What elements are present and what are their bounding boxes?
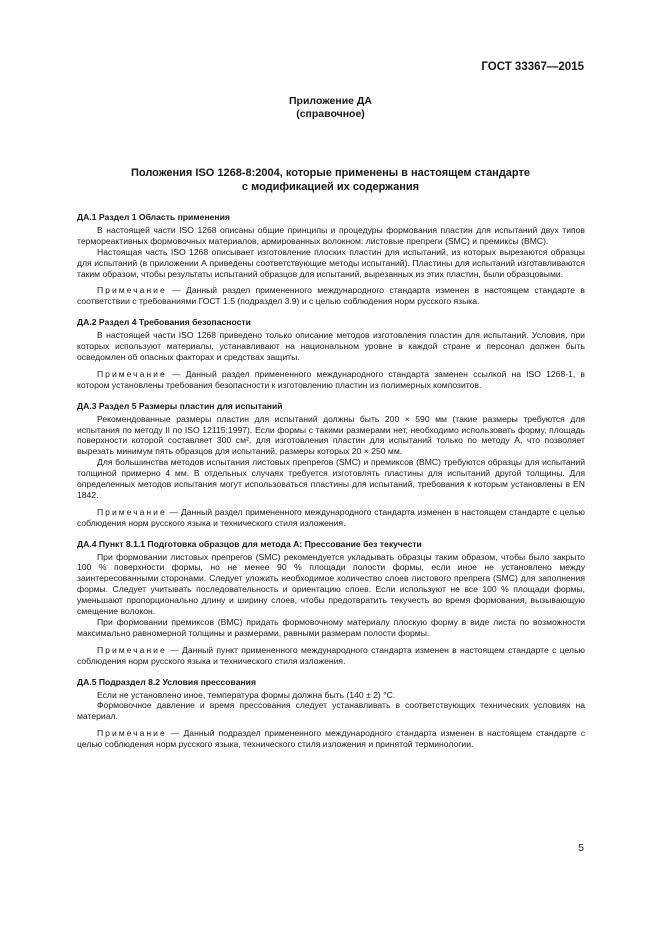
section-heading: ДА.1 Раздел 1 Область применения: [77, 212, 230, 222]
note-text: — Данный раздел примененного международного стандарта изменен в настоящем стандарте с целью соблюдения норм русского языка и технического стиля изложения.: [77, 506, 585, 528]
paragraph: Формовочное давление и время прессования следует устанавливать в соответствующих технических условиях на материал.: [77, 700, 585, 722]
note: [77, 369, 585, 391]
section-heading: ДА.5 Подраздел 8.2 Условия прессования: [77, 676, 256, 687]
paragraph: В настоящей части ISO 1268 приведено только описание методов изготовления пластин для испытаний. Условия, при которых используют материалы, устанавливают на национальном уровне в каждой стране и персонал должен быть осведомлен об опасных факторах и средствах защиты.: [77, 330, 585, 362]
note: [77, 285, 585, 307]
title-line-2: с модификацией их содержания: [241, 181, 420, 193]
note: [77, 507, 585, 529]
paragraph: Настоящая часть ISO 1268 описывает изготовление плоских пластин для испытаний, из которых вырезаются образцы для испытаний (в приложении А приведены соответствующие методы испытаний). Пластины для испытаний изготавливаются таким образом, чтобы результаты испытаний образцов для испытаний, вырезанных из этих пластин, были образцовыми.: [77, 246, 585, 279]
document-body: [77, 212, 585, 760]
standard-header: ГОСТ 33367—2015: [481, 61, 584, 73]
paragraph: При формовании листовых препрегов (SMC) рекомендуется укладывать образцы таким образом, чтобы было закрыто 100 % поверхности формы, но не менее 90 % площади полости формы, если иное не установлено между заинтересованными сторонами. Следует уложить необходимое количество слоев листового препрега (SMC) для заполнения формы. Следует учитывать последовательность и ориентацию слоев. Если используют не все 100 % площади формы, уменьшают пропорционально длину и ширину слоев, чтобы предотвратить текучесть во время формования, вызывающую смещение волокон.: [77, 551, 585, 617]
appendix-type: (справочное): [296, 108, 365, 120]
note: [77, 645, 585, 667]
note-label: Примечание: [97, 506, 167, 517]
document-title: [0, 166, 661, 194]
appendix-label: Приложение ДА: [289, 95, 372, 107]
note-label: Примечание: [97, 728, 167, 739]
note-text: — Данный раздел примененного международного стандарта заменен ссылкой на ISO 1268-1, в котором установлены требования безопасности к изготовлению пластин из полимерных композитов.: [77, 368, 585, 390]
section-heading: ДА.2 Раздел 4 Требования безопасности: [77, 317, 251, 328]
note-text: — Данный подраздел примененного международного стандарта изменен в настоящем стандарте с целью соблюдения норм русского языка, технического стиля изложения и принятой терминологии.: [77, 728, 585, 750]
paragraph: В настоящей части ISO 1268 описаны общие принципы и процедуры формования пластин для испытаний двух типов термореактивных формовочных материалов, армированных волокном: листовые препреги (SMC) и премиксы (BMC).: [77, 224, 585, 246]
page-number: 5: [578, 842, 584, 854]
paragraph: Для большинства методов испытания листовых препрегов (SMC) и премиксов (BMC) требуются образцы для испытаний толщиной примерно 4 мм. В отдельных случаях требуется изготовлять пластины для испытаний другой толщины. Для определенных методов испытания могут использоваться пластины для испытаний, требования к которым установлены в EN 1842.: [77, 457, 585, 500]
paragraph: Рекомендованные размеры пластин для испытаний должны быть 200 × 590 мм (такие размеры требуются для испытания по методу II по ISO 12115:1997). Если формы с такими размерами нет, необходимо использовать форму, площадь поверхности которой составляет 300 см², для изготовления пластин для испытаний только по методу А, что позволяет вырезать минимум пять образцов для испытаний, размеры которых 20 × 250 мм.: [77, 413, 585, 457]
section-da1: [77, 212, 585, 307]
note-text: — Данный раздел примененного международного стандарта изменен в настоящем стандарте в соответствии с требованиями ГОСТ 1.5 (подраздел 3.9) и с целью соблюдения норм русского языка.: [77, 285, 585, 307]
note-label: Примечание: [97, 644, 167, 655]
note: [77, 728, 585, 750]
section-heading: ДА.4 Пункт 8.1.1 Подготовка образцов для метода А: Прессование без текучести: [77, 538, 422, 549]
note-label: Примечание: [97, 368, 167, 379]
title-line-1: Положения ISO 1268-8:2004, которые применены в настоящем стандарте: [130, 167, 531, 179]
section-da5: [77, 677, 585, 750]
note-text: — Данный пункт примененного международного стандарта изменен в настоящем стандарте с целью соблюдения норм русского языка и технического стиля изложения.: [77, 644, 585, 666]
section-da3: [77, 401, 585, 529]
appendix-heading: [0, 95, 661, 121]
note-label: Примечание: [97, 285, 167, 296]
section-heading: ДА.3 Раздел 5 Размеры пластин для испытаний: [77, 400, 283, 411]
paragraph: При формовании премиксов (BMC) придать формовочному материалу плоскую форму в виде листа по возможности максимально равномерной толщины и размерами, равными размерам полости формы.: [77, 617, 585, 638]
section-da2: [77, 317, 585, 390]
paragraph: Если не установлено иное, температура формы должна быть (140 ± 2) °С.: [97, 689, 396, 700]
section-da4: [77, 539, 585, 667]
